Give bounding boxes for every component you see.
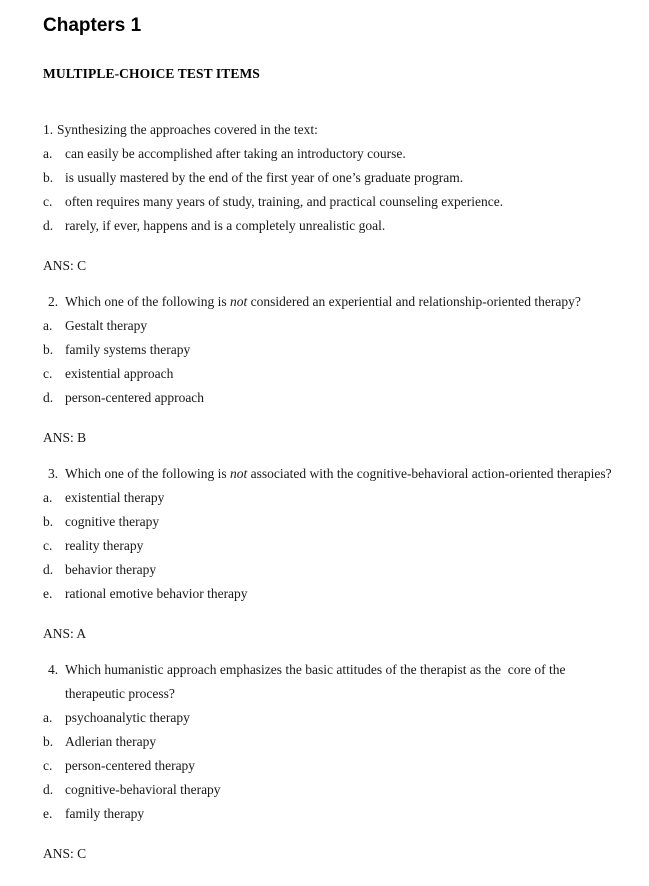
question-stem-row [43, 290, 615, 314]
option-letter: a. [43, 146, 53, 161]
option-row [43, 778, 615, 802]
question-stem [65, 462, 615, 486]
option-text: cognitive-behavioral therapy [65, 782, 221, 797]
option-letter: d. [43, 218, 54, 233]
option-text: can easily be accomplished after taking an introductory course. [65, 146, 406, 161]
stem-text: Which humanistic approach emphasizes the basic attitudes of the therapist as the core of the [65, 662, 566, 677]
question-number: 2. [48, 294, 59, 309]
option-text: psychoanalytic therapy [65, 710, 190, 725]
option-text: Gestalt therapy [65, 318, 148, 333]
option-text: behavior therapy [65, 562, 157, 577]
option-letter: c. [43, 538, 53, 553]
option-letter: a. [43, 318, 53, 333]
option-row [43, 486, 615, 510]
option-row [43, 142, 615, 166]
option-row [43, 558, 615, 582]
question-stem-row [43, 658, 615, 706]
stem-text: Which one of the following is [65, 294, 230, 309]
question-block [43, 658, 615, 826]
section-heading: MULTIPLE-CHOICE TEST ITEMS [43, 66, 260, 81]
option-text: rarely, if ever, happens and is a completely unrealistic goal. [65, 218, 386, 233]
option-letter: c. [43, 194, 53, 209]
option-text: existential therapy [65, 490, 165, 505]
question-stem-row [43, 118, 615, 142]
option-text: family systems therapy [65, 342, 191, 357]
option-text: cognitive therapy [65, 514, 160, 529]
option-row [43, 362, 615, 386]
questions-container [43, 118, 615, 866]
option-letter: a. [43, 710, 53, 725]
question-stem-row [43, 462, 615, 486]
question-block [43, 462, 615, 606]
option-letter: c. [43, 366, 53, 381]
option-text: person-centered therapy [65, 758, 196, 773]
option-row [43, 706, 615, 730]
stem-text: therapeutic process? [65, 686, 175, 701]
option-letter: a. [43, 490, 53, 505]
option-letter: d. [43, 562, 54, 577]
option-row [43, 582, 615, 606]
question-stem [65, 290, 615, 314]
option-row [43, 386, 615, 410]
option-row [43, 510, 615, 534]
option-letter: b. [43, 170, 54, 185]
question-stem [65, 658, 615, 706]
option-row [43, 730, 615, 754]
option-text: existential approach [65, 366, 174, 381]
option-row [43, 534, 615, 558]
option-text: person-centered approach [65, 390, 205, 405]
option-row [43, 338, 615, 362]
option-letter: d. [43, 390, 54, 405]
answer-line: ANS: C [43, 846, 87, 861]
option-row [43, 754, 615, 778]
option-row [43, 214, 615, 238]
option-text: is usually mastered by the end of the first year of one’s graduate program. [65, 170, 464, 185]
option-letter: d. [43, 782, 54, 797]
question-number: 1. [43, 122, 54, 137]
stem-emphasis: not [229, 466, 248, 481]
option-letter: b. [43, 342, 54, 357]
option-text: often requires many years of study, training, and practical counseling experience. [65, 194, 504, 209]
page-title: Chapters 1 [43, 15, 142, 36]
option-row [43, 166, 615, 190]
stem-emphasis: not [229, 294, 248, 309]
option-text: reality therapy [65, 538, 144, 553]
stem-text: associated with the cognitive-behavioral action-oriented therapies? [247, 466, 612, 481]
option-row [43, 802, 615, 826]
option-text: Adlerian therapy [65, 734, 157, 749]
option-letter: b. [43, 514, 54, 529]
option-letter: b. [43, 734, 54, 749]
stem-text: Which one of the following is [65, 466, 230, 481]
option-letter: e. [43, 586, 53, 601]
option-row [43, 314, 615, 338]
stem-text: considered an experiential and relationship-oriented therapy? [247, 294, 581, 309]
option-letter: e. [43, 806, 53, 821]
question-number: 4. [48, 662, 59, 677]
question-number: 3. [48, 466, 59, 481]
answer-line: ANS: B [43, 430, 87, 445]
question-block [43, 118, 615, 238]
stem-text: Synthesizing the approaches covered in the text: [57, 122, 318, 137]
option-text: rational emotive behavior therapy [65, 586, 248, 601]
option-letter: c. [43, 758, 53, 773]
option-text: family therapy [65, 806, 145, 821]
question-block [43, 290, 615, 410]
option-row [43, 190, 615, 214]
answer-line: ANS: C [43, 258, 87, 273]
answer-line: ANS: A [43, 626, 87, 641]
question-stem [57, 118, 615, 142]
